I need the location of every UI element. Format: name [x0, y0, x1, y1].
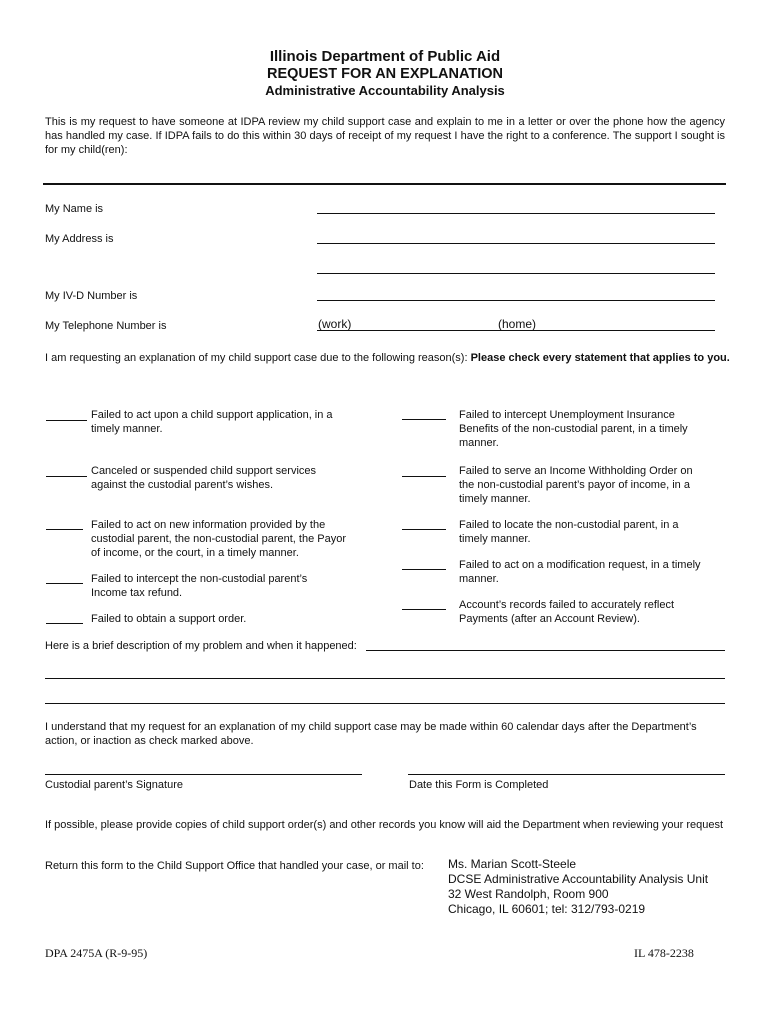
- address-field-line2[interactable]: [317, 273, 715, 274]
- ivd-number-field[interactable]: [317, 300, 715, 301]
- reason-left-item: Failed to intercept the non-custodial parent’s Income tax refund.: [91, 573, 308, 599]
- name-field[interactable]: [317, 213, 715, 214]
- request-statement: [45, 351, 730, 365]
- mail-address-line: DCSE Administrative Accountability Analysis Unit: [448, 872, 709, 886]
- request-text: I am requesting an explanation of my child support case due to the following reason(s):: [45, 352, 468, 364]
- reason-right-item: Failed to serve an Income Withholding Order on the non-custodial parent’s payor of income, in a timely manner.: [459, 465, 693, 505]
- reason-left-item: Failed to act on new information provided by the custodial parent, the non-custodial parent, the Payor of income, or the court, in a timely manner.: [91, 519, 346, 559]
- checkbox-line[interactable]: [46, 583, 83, 584]
- date-label: Date this Form is Completed: [409, 779, 549, 791]
- telephone-label: My Telephone Number is: [45, 320, 167, 332]
- checkbox-line[interactable]: [46, 420, 87, 421]
- reason-left-item: Failed to act upon a child support application, in a timely manner.: [91, 409, 333, 435]
- return-label: Return this form to the Child Support Office that handled your case, or mail to:: [45, 860, 424, 872]
- description-field-line2[interactable]: [45, 678, 725, 679]
- checkbox-line[interactable]: [46, 529, 83, 530]
- checkbox-line[interactable]: [402, 419, 446, 420]
- copies-note: If possible, please provide copies of child support order(s) and other records you know will aid the Department when reviewing your request: [45, 819, 724, 831]
- description-field-line3[interactable]: [45, 703, 725, 704]
- phone-home-label: (home): [498, 317, 537, 331]
- children-line[interactable]: [43, 183, 726, 185]
- description-field-line1[interactable]: [366, 650, 725, 651]
- reason-right-item: Failed to locate the non-custodial parent, in a timely manner.: [459, 519, 679, 545]
- signature-field[interactable]: [45, 774, 362, 775]
- form-number: DPA 2475A (R-9-95): [45, 946, 148, 960]
- form-title: REQUEST FOR AN EXPLANATION: [266, 66, 504, 82]
- name-label: My Name is: [45, 203, 104, 215]
- phone-work-label: (work): [318, 317, 352, 331]
- description-label: Here is a brief description of my problem and when it happened:: [45, 640, 357, 652]
- reason-left-item: Failed to obtain a support order.: [91, 613, 247, 625]
- address-field-line1[interactable]: [317, 243, 715, 244]
- understand-statement: I understand that my request for an explanation of my child support case may be made within 60 calendar days after the Department’s action, or inaction as check marked above.: [45, 721, 697, 747]
- mail-address-line: 32 West Randolph, Room 900: [448, 887, 609, 901]
- telephone-field[interactable]: [317, 330, 715, 331]
- intro-paragraph: This is my request to have someone at IDPA review my child support case and explain to me in a letter or over the phone how the agency has handled my case. If IDPA fails to do this within 30 days of receipt of my request I have the right to a conference. The support I sought is for my child(ren):: [45, 116, 725, 156]
- form-subtitle: Administrative Accountability Analysis: [265, 83, 505, 98]
- date-field[interactable]: [408, 774, 725, 775]
- il-number: IL 478-2238: [634, 946, 694, 960]
- mail-address-line: Ms. Marian Scott-Steele: [448, 857, 577, 871]
- checkbox-line[interactable]: [46, 476, 87, 477]
- reason-right-item: Account’s records failed to accurately reflect Payments (after an Account Review).: [459, 599, 675, 625]
- checkbox-line[interactable]: [46, 623, 83, 624]
- checkbox-line[interactable]: [402, 529, 446, 530]
- address-label: My Address is: [45, 233, 114, 245]
- agency-title: Illinois Department of Public Aid: [269, 48, 501, 65]
- checkbox-line[interactable]: [402, 476, 446, 477]
- mail-address-line: Chicago, IL 60601; tel: 312/793-0219: [448, 902, 646, 916]
- ivd-number-label: My IV-D Number is: [45, 290, 138, 302]
- reason-right-item: Failed to act on a modification request, in a timely manner.: [459, 559, 701, 585]
- request-emphasis: Please check every statement that applies to you.: [470, 352, 730, 364]
- reason-right-item: Failed to intercept Unemployment Insurance Benefits of the non-custodial parent, in a timely manner.: [459, 409, 688, 449]
- signature-label: Custodial parent’s Signature: [45, 779, 183, 791]
- checkbox-line[interactable]: [402, 609, 446, 610]
- checkbox-line[interactable]: [402, 569, 446, 570]
- reason-left-item: Canceled or suspended child support services against the custodial parent’s wishes.: [91, 465, 317, 491]
